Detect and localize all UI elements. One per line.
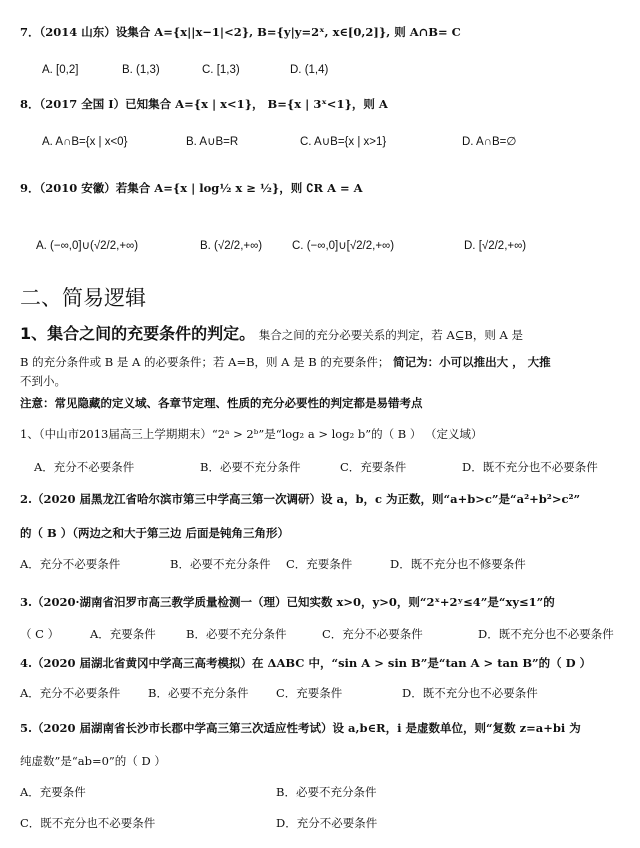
p4-option-d: D．既不充分也不必要条件 bbox=[402, 686, 538, 700]
q7-option-a: A. [0,2] bbox=[42, 64, 79, 76]
p2-line-2: 的（ B ）（两边之和大于第三边 后面是钝角三角形） bbox=[20, 526, 289, 540]
subsection-note: 注意：常见隐藏的定义域、各章节定理、性质的充分必要性的判定都是易错考点 bbox=[20, 396, 423, 410]
p5-option-a: A．充要条件 bbox=[20, 785, 86, 799]
p4-option-b: B．必要不充分条件 bbox=[148, 686, 249, 700]
subsection-text-2: B 的充分条件或 B 是 A 的必要条件；若 A=B，则 A 是 B 的充要条件； bbox=[20, 355, 390, 369]
q7-option-d: D. (1,4) bbox=[290, 64, 329, 76]
p4-option-a: A．充分不必要条件 bbox=[20, 686, 121, 700]
p2-option-c: C．充要条件 bbox=[286, 557, 353, 571]
q9-option-b: B. (√2/2,+∞) bbox=[200, 240, 263, 252]
p1-option-c: C．充要条件 bbox=[340, 460, 407, 474]
subsection-line-2 bbox=[20, 354, 640, 370]
q8-option-c: C. A∪B={x | x>1} bbox=[300, 136, 387, 148]
q8-option-a: A. A∩B={x | x<0} bbox=[42, 136, 128, 148]
q9-stem: 9．（2010 安徽）若集合 A={x | log½ x ≥ ½}，则 ∁R A = A bbox=[20, 181, 363, 195]
p2-stem: 2.（2020 届黑龙江省哈尔滨市第三中学高三第一次调研）设 a，b，c 为正数，则“a+b>c”是“a²+b²>c²” bbox=[20, 492, 581, 506]
section-title: 二、简易逻辑 bbox=[20, 286, 146, 310]
q9-option-d: D. [√2/2,+∞) bbox=[464, 240, 527, 252]
subsection-tip: 简记为：小可以推出大 ， 大推 bbox=[393, 355, 551, 369]
p4-option-c: C．充要条件 bbox=[276, 686, 343, 700]
p3-answer: （ C ） bbox=[20, 627, 60, 641]
p1-option-b: B．必要不充分条件 bbox=[200, 460, 301, 474]
q7-option-b: B. (1,3) bbox=[122, 64, 160, 76]
subsection-line-1 bbox=[20, 326, 640, 343]
p1-option-d: D．既不充分也不必要条件 bbox=[462, 460, 598, 474]
p2-option-a: A．充分不必要条件 bbox=[20, 557, 121, 571]
subsection-text-1: 集合之间的充分必要关系的判定，若 A⊆B，则 A 是 bbox=[258, 328, 523, 342]
q7-stem: 7．（2014 山东）设集合 A={x||x−1|<2}, B={y|y=2ˣ, x∈[0,2]}, 则 A∩B= C bbox=[20, 25, 461, 39]
p3-option-a: A．充要条件 bbox=[90, 627, 156, 641]
p3-stem: 3.（2020·湖南省汨罗市高三教学质量检测一（理）已知实数 x>0，y>0，则“2ˣ+2ʸ≤4”是“xy≤1”的 bbox=[20, 595, 555, 609]
q8-stem: 8．（2017 全国 Ⅰ）已知集合 A={x | x<1}， B={x | 3ˣ<1}，则 A bbox=[20, 97, 388, 111]
p5-stem: 5.（2020 届湖南省长沙市长郡中学高三第三次适应性考试）设 a,b∈R，i 是虚数单位，则“复数 z=a+bi 为 bbox=[20, 721, 581, 735]
p2-option-b: B．必要不充分条件 bbox=[170, 557, 271, 571]
p1-stem: 1、（中山市2013届高三上学期期末）“2ᵃ > 2ᵇ”是“log₂ a > log₂ b”的（ B ） （定义域） bbox=[20, 427, 483, 441]
p3-option-d: D．既不充分也不必要条件 bbox=[478, 627, 614, 641]
q8-option-b: B. A∪B=R bbox=[186, 136, 239, 148]
p1-option-a: A．充分不必要条件 bbox=[34, 460, 135, 474]
p5-line-2: 纯虚数”是“ab=0”的（ D ） bbox=[20, 754, 166, 768]
q7-option-c: C. [1,3) bbox=[202, 64, 240, 76]
q8-option-d: D. A∩B=∅ bbox=[462, 136, 517, 148]
q9-option-a: A. (−∞,0]∪(√2/2,+∞) bbox=[36, 240, 139, 252]
p3-option-c: C．充分不必要条件 bbox=[322, 627, 423, 641]
p5-option-b: B．必要不充分条件 bbox=[276, 785, 377, 799]
p5-option-d: D．充分不必要条件 bbox=[276, 816, 378, 830]
p3-option-b: B．必要不充分条件 bbox=[186, 627, 287, 641]
subsection-text-3: 不到小。 bbox=[20, 374, 66, 388]
p4-stem: 4.（2020 届湖北省黄冈中学高三高考模拟）在 ΔABC 中，“sin A > sin B”是“tan A > tan B”的（ D ） bbox=[20, 656, 592, 670]
q9-option-c: C. (−∞,0]∪[√2/2,+∞) bbox=[292, 240, 395, 252]
p2-option-d: D．既不充分也不修要条件 bbox=[390, 557, 526, 571]
subsection-title: 1、集合之间的充要条件的判定。 bbox=[20, 324, 256, 343]
p5-option-c: C．既不充分也不必要条件 bbox=[20, 816, 156, 830]
